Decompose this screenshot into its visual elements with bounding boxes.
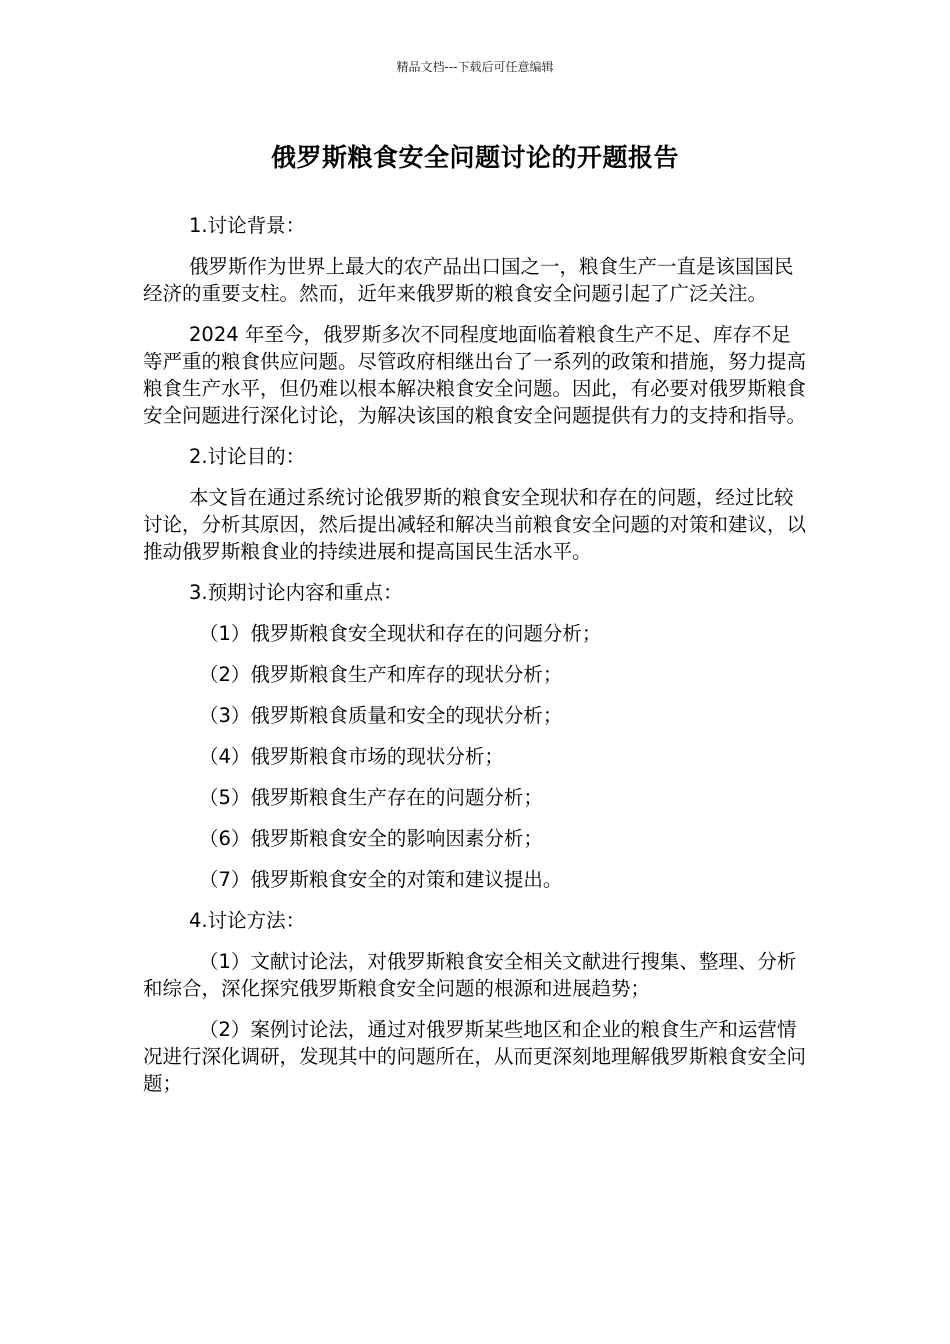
document-body [143,212,808,1111]
method-paragraph: （1）文献讨论法，对俄罗斯粮食安全相关文献进行搜集、整理、分析和综合，深化探究俄罗斯粮食安全问题的根源和进展趋势； [143,950,797,1000]
section-heading-background: 1.讨论背景： [189,214,306,237]
section-heading-content: 3.预期讨论内容和重点： [189,581,403,604]
paragraph: 2024 年至今，俄罗斯多次不同程度地面临着粮食生产不足、库存不足等严重的粮食供应问题。尽管政府相继出台了一系列的政策和措施，努力提高粮食生产水平，但仍难以根本解决粮食安全问题。因此，有必要对俄罗斯粮食安全问题进行深化讨论，为解决该国的粮食安全问题提供有力的支持和指导。 [143,323,807,427]
list-item: （7）俄罗斯粮食安全的对策和建议提出。 [199,868,563,891]
list-item: （5）俄罗斯粮食生产存在的问题分析； [199,786,543,809]
section-heading-purpose: 2.讨论目的： [189,445,306,468]
list-item: （6）俄罗斯粮食安全的影响因素分析； [199,827,543,850]
paragraph: 本文旨在通过系统讨论俄罗斯的粮食安全现状和存在的问题，经过比较讨论，分析其原因，然后提出减轻和解决当前粮食安全问题的对策和建议，以推动俄罗斯粮食业的持续进展和提高国民生活水平。 [143,486,807,563]
section-heading-methods: 4.讨论方法： [189,909,306,932]
page-header: 精品文档---下载后可任意编辑 [396,60,554,74]
document-title: 俄罗斯粮食安全问题讨论的开题报告 [270,143,679,172]
list-item: （1）俄罗斯粮食安全现状和存在的问题分析； [199,622,602,645]
method-paragraph: （2）案例讨论法，通过对俄罗斯某些地区和企业的粮食生产和运营情况进行深化调研，发现其中的问题所在，从而更深刻地理解俄罗斯粮食安全问题； [143,1018,807,1095]
list-item: （3）俄罗斯粮食质量和安全的现状分析； [199,704,563,727]
paragraph: 俄罗斯作为世界上最大的农产品出口国之一，粮食生产一直是该国国民经济的重要支柱。然而，近年来俄罗斯的粮食安全问题引起了广泛关注。 [143,255,794,305]
list-item: （2）俄罗斯粮食生产和库存的现状分析； [199,663,563,686]
list-item: （4）俄罗斯粮食市场的现状分析； [199,745,504,768]
